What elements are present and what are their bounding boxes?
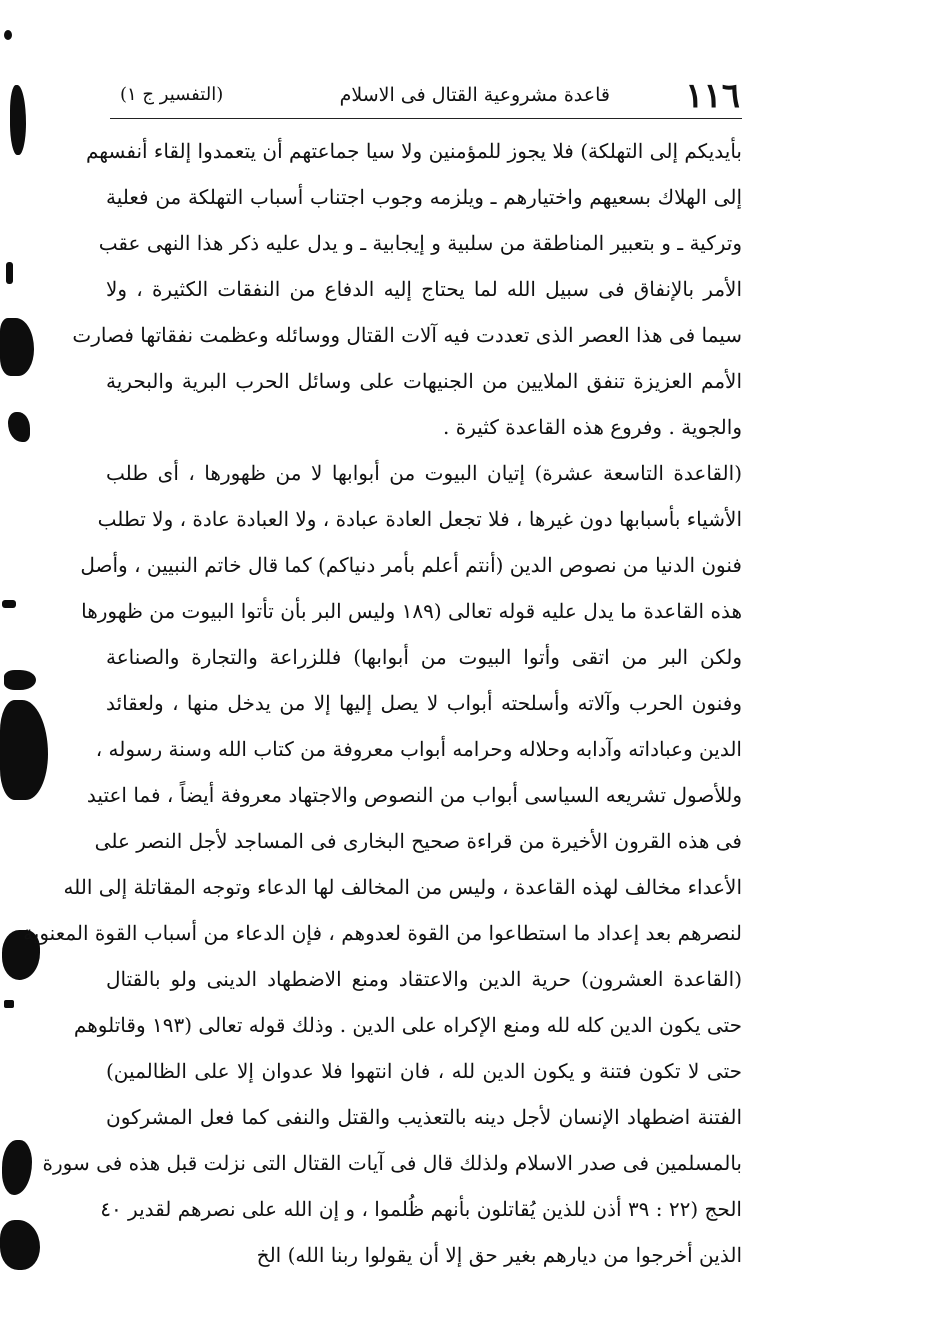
text-line: الفتنة اضطهاد الإنسان لأجل دينه بالتعذيب والقتل والنفى كما فعل المشركون — [106, 1105, 742, 1129]
scan-artifact — [4, 1000, 14, 1008]
page-number: ١١٦ — [685, 76, 740, 116]
text-line: (القاعدة العشرون) حرية الدين والاعتقاد ومنع الاضطهاد الدينى ولو بالقتال — [106, 967, 742, 991]
text-line: حتى لا تكون فتنة و يكون الدين لله ، فان انتهوا فلا عدوان إلا على الظالمين) — [106, 1059, 742, 1083]
scan-artifact — [6, 262, 13, 284]
text-line: وتركية ـ و بتعبير المناطقة من سلبية و إيجابية ـ و يدل عليه ذكر هذا النهى عقب — [98, 231, 742, 255]
text-line: الأعداء مخالف لهذه القاعدة ، وليس من المخالف لها الدعاء وتوجه المقاتلة إلى الله — [63, 875, 742, 899]
scan-artifact — [2, 600, 16, 608]
text-line: وفنون الحرب وآلاته وأسلحته أبواب لا يصل إليها إلا من يدخل منها ، ولعقائد — [106, 691, 742, 715]
text-line: الحج (٢٢ : ٣٩ أذن للذين يُقاتلون بأنهم ظُلموا ، و إن الله على نصرهم لقدير ٤٠ — [100, 1197, 742, 1221]
text-line: (القاعدة التاسعة عشرة) إتيان البيوت من أبوابها لا من ظهورها ، أى طلب — [106, 461, 742, 485]
scan-artifact — [4, 670, 36, 690]
body-text — [23, 128, 742, 1278]
scan-artifact — [8, 412, 30, 442]
scan-artifact — [0, 1220, 40, 1270]
text-line: فى هذه القرون الأخيرة من قراءة صحيح البخارى فى المساجد لأجل النصر على — [94, 829, 742, 853]
text-line: الأمم العزيزة تنفق الملايين من الجنيهات على وسائل الحرب البرية والبحرية — [106, 369, 742, 393]
text-line: فنون الدنيا من نصوص الدين (أنتم أعلم بأمر دنياكم) كما قال خاتم النبيين ، وأصل — [80, 553, 742, 577]
text-line: هذه القاعدة ما يدل عليه قوله تعالى (١٨٩ وليس البر بأن تأتوا البيوت من ظهورها — [81, 599, 742, 623]
volume-note: (التفسير ج ١) — [120, 84, 224, 105]
scan-artifact — [0, 700, 48, 800]
page-header — [110, 76, 740, 116]
text-line: حتى يكون الدين كله لله ومنع الإكراه على الدين . وذلك قوله تعالى (١٩٣ وقاتلوهم — [73, 1013, 742, 1037]
text-line: لنصرهم بعد إعداد ما استطاعوا من القوة لعدوهم ، فإن الدعاء من أسباب القوة المعنوية — [23, 921, 742, 945]
text-line: الأشياء بأسبابها دون غيرها ، فلا تجعل العادة عبادة ، ولا العبادة عادة ، ولا تطلب — [97, 507, 742, 531]
header-rule — [110, 118, 742, 119]
text-line: الذين أخرجوا من ديارهم بغير حق إلا أن يقولوا ربنا الله) الخ — [256, 1243, 742, 1267]
scan-artifact — [0, 318, 34, 376]
text-line: وللأصول تشريعه السياسى أبواب من النصوص والاجتهاد معروفة أيضاً ، فما اعتيد — [86, 783, 742, 807]
text-line: إلى الهلاك بسعيهم واختيارهم ـ ويلزمه وجوب اجتناب أسباب التهلكة من فعلية — [106, 185, 742, 209]
text-line: سيما فى هذا العصر الذى تعددت فيه آلات القتال ووسائله وعظمت نفقاتها فصارت — [72, 323, 742, 347]
text-line: والجوية . وفروع هذه القاعدة كثيرة . — [443, 415, 742, 439]
scan-artifact — [4, 30, 12, 40]
text-line: بأيديكم إلى التهلكة) فلا يجوز للمؤمنين ولا سيا جماعتهم أن يتعمدوا إلقاء أنفسهم — [85, 139, 742, 163]
scan-artifact — [2, 1140, 32, 1195]
text-line: بالمسلمين فى صدر الاسلام ولذلك قال فى آيات القتال التى نزلت قبل هذه فى سورة — [42, 1151, 742, 1175]
text-line: الدين وعباداته وآدابه وحلاله وحرامه أبواب معروفة من كتاب الله وسنة رسوله ، — [95, 737, 742, 761]
scan-artifact — [10, 85, 26, 155]
text-line: ولكن البر من اتقى وأتوا البيوت من أبوابها) فللزراعة والتجارة والصناعة — [106, 645, 742, 669]
text-line: الأمر بالإنفاق فى سبيل الله لما يحتاج إليه الدفاع من النفقات الكثيرة ، ولا — [106, 277, 742, 301]
running-title: قاعدة مشروعية القتال فى الاسلام — [339, 84, 610, 106]
